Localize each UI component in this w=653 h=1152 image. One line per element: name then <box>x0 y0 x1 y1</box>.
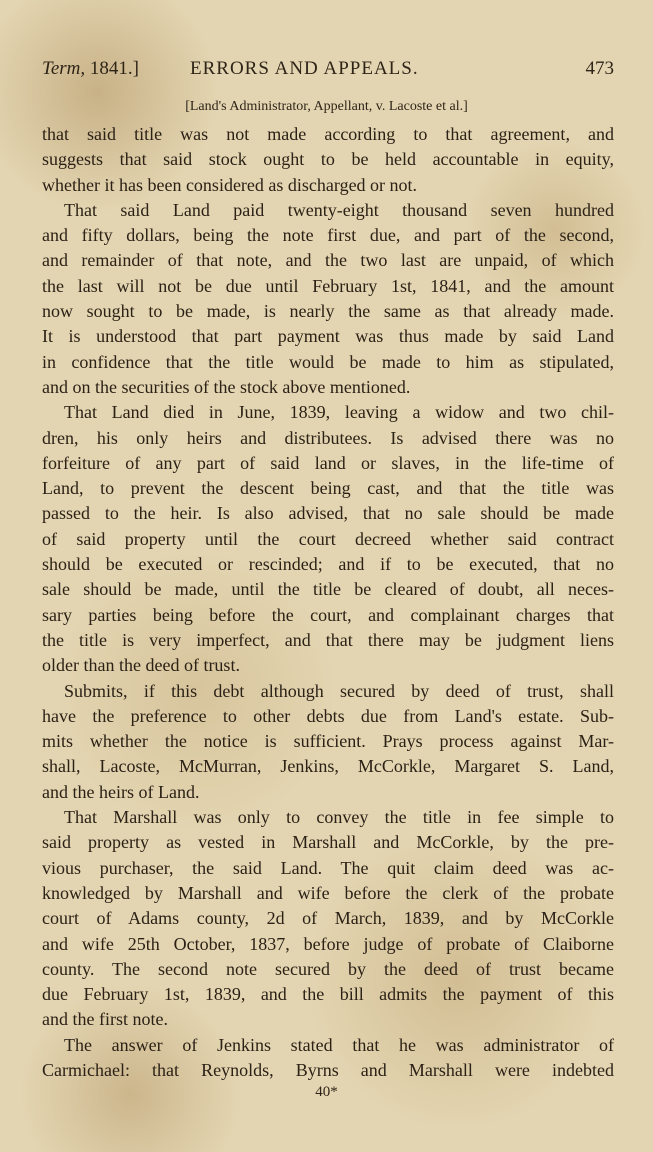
text-line: and wife 25th October, 1837, before judge of probate of Claiborne <box>42 933 614 954</box>
text-line: county. The second note secured by the deed of trust became <box>42 958 614 979</box>
header-term-word: Term, <box>42 58 86 79</box>
header-title: ERRORS AND APPEALS. <box>190 58 419 79</box>
text-line: and fifty dollars, being the note first due, and part of the second, <box>42 225 614 246</box>
text-line: That said Land paid twenty-eight thousand seven hundred <box>64 199 614 220</box>
text-line: now sought to be made, is nearly the same as that already made. <box>42 301 614 322</box>
text-line: that said title was not made according to that agreement, and <box>42 124 614 144</box>
text-line: Land, to prevent the descent being cast, and that the title was <box>42 478 614 499</box>
text-line: and the heirs of Land. <box>42 781 200 802</box>
text-line: whether it has been considered as discharged or not. <box>42 174 418 195</box>
text-line: passed to the heir. Is also advised, that no sale should be made <box>42 503 614 524</box>
header-term <box>42 58 139 80</box>
text-line: have the preference to other debts due from Land's estate. Sub- <box>42 705 614 726</box>
text-line: sale should be made, until the title be cleared of doubt, all neces- <box>42 579 614 600</box>
text-line: vious purchaser, the said Land. The quit claim deed was ac- <box>42 857 614 878</box>
text-line: knowledged by Marshall and wife before the clerk of the probate <box>42 882 614 903</box>
text-line: shall, Lacoste, McMurran, Jenkins, McCorkle, Margaret S. Land, <box>42 756 614 777</box>
text-line: and remainder of that note, and the two last are unpaid, of which <box>42 250 614 271</box>
text-line: sary parties being before the court, and complainant charges that <box>42 604 614 625</box>
header-year: 1841.] <box>89 58 139 79</box>
text-line: The answer of Jenkins stated that he was administrator of <box>64 1034 614 1055</box>
text-line: of said property until the court decreed whether said contract <box>42 528 614 549</box>
text-line: Carmichael: that Reynolds, Byrns and Marshall were indebted <box>42 1059 614 1080</box>
text-line: and the first note. <box>42 1009 168 1030</box>
text-line: the last will not be due until February 1st, 1841, and the amount <box>42 275 614 296</box>
page-number: 473 <box>585 58 614 79</box>
running-header <box>42 58 614 88</box>
text-line: should be executed or rescinded; and if to be executed, that no <box>42 554 614 575</box>
text-line: said property as vested in Marshall and McCorkle, by the pre- <box>42 832 614 853</box>
signature-folio: 40* <box>315 1084 338 1100</box>
text-line: in confidence that the title would be made to him as stipulated, <box>42 351 614 372</box>
text-line: mits whether the notice is sufficient. Prays process against Mar- <box>42 731 614 752</box>
case-caption: [Land's Administrator, Appellant, v. Lacoste et al.] <box>185 99 468 114</box>
text-line: dren, his only heirs and distributees. Is advised there was no <box>42 427 614 448</box>
text-line: That Marshall was only to convey the title in fee simple to <box>64 807 614 828</box>
text-line: forfeiture of any part of said land or slaves, in the life-time of <box>42 452 614 473</box>
body-text <box>42 122 614 1083</box>
text-line: It is understood that part payment was thus made by said Land <box>42 326 614 347</box>
text-line: and on the securities of the stock above mentioned. <box>42 376 411 397</box>
text-line: Submits, if this debt although secured by deed of trust, shall <box>64 680 614 701</box>
text-line: older than the deed of trust. <box>42 655 240 676</box>
text-line: court of Adams county, 2d of March, 1839, and by McCorkle <box>42 908 614 929</box>
text-line: the title is very imperfect, and that there may be judgment liens <box>42 629 614 650</box>
text-line: That Land died in June, 1839, leaving a widow and two chil- <box>64 402 614 423</box>
text-line: due February 1st, 1839, and the bill admits the payment of this <box>42 984 614 1005</box>
text-line: suggests that said stock ought to be held accountable in equity, <box>42 149 614 170</box>
